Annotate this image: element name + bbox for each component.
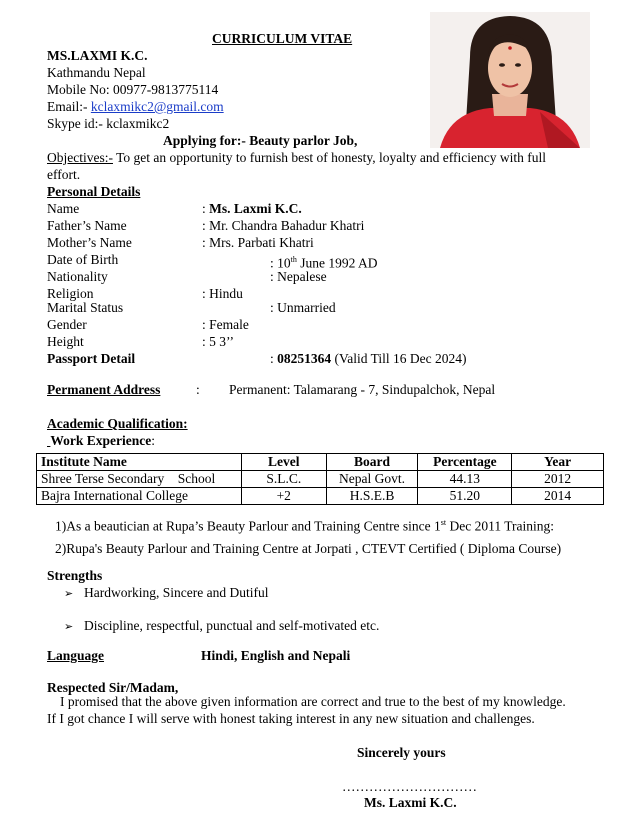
work-item-1-post: Dec 2011 Training: xyxy=(446,518,555,534)
dob-value-pre: : 10 xyxy=(270,255,291,271)
dob-label: Date of Birth xyxy=(47,252,119,267)
nationality-label: Nationality xyxy=(47,269,108,284)
objectives-text: To get an opportunity to furnish best of honesty, loyalty and efficiency with full xyxy=(112,150,546,165)
table-cell: H.S.E.B xyxy=(326,488,418,505)
religion-label: Religion xyxy=(47,286,94,301)
column-header: Institute Name xyxy=(37,454,242,471)
arrow-bullet-icon: ➢ xyxy=(64,587,74,600)
table-cell: Shree Terse Secondary School xyxy=(37,471,242,488)
strengths-heading: Strengths xyxy=(47,568,103,583)
email-label: Email:- xyxy=(47,99,91,114)
mother-name-label: Mother’s Name xyxy=(47,235,132,250)
academic-table xyxy=(36,453,604,505)
passport-validity: (Valid Till 16 Dec 2024) xyxy=(331,351,467,366)
permanent-address-colon: : xyxy=(196,382,200,397)
work-item-2: 2)Rupa's Beauty Parlour and Training Centre at Jorpati , CTEVT Certified ( Diploma Course) xyxy=(55,541,562,556)
work-item-1-pre: 1)As a beautician at Rupa’s Beauty Parlour and Training Centre since 1 xyxy=(55,518,441,534)
marital-status-label: Marital Status xyxy=(47,300,124,315)
skype-line: Skype id:- kclaxmikc2 xyxy=(47,116,170,131)
applicant-name: MS.LAXMI K.C. xyxy=(47,48,148,63)
work-experience-label: Work Experience xyxy=(50,433,152,448)
height-label: Height xyxy=(47,334,84,349)
table-cell: +2 xyxy=(241,488,326,505)
declaration-line-2: If I got chance I will serve with honest taking interest in any new situation and challenges. xyxy=(47,711,535,726)
email-line xyxy=(47,98,224,115)
table-row xyxy=(37,488,604,505)
table-cell: 44.13 xyxy=(418,471,512,488)
strength-item-text: Discipline, respectful, punctual and self-motivated etc. xyxy=(84,618,380,633)
name-label: Name xyxy=(47,201,80,216)
strength-item xyxy=(64,617,379,635)
profile-photo-illustration xyxy=(430,12,590,148)
permanent-address-label: Permanent Address xyxy=(47,382,161,397)
dob-value-post: June 1992 AD xyxy=(296,255,378,271)
marital-status-value: : Unmarried xyxy=(270,300,336,315)
permanent-address-value: Permanent: Talamarang - 7, Sindupalchok, Nepal xyxy=(229,382,496,397)
strength-item xyxy=(64,584,268,602)
arrow-bullet-icon: ➢ xyxy=(64,620,74,633)
language-label: Language xyxy=(47,648,105,663)
address-line: Kathmandu Nepal xyxy=(47,65,146,80)
work-item-1 xyxy=(55,514,554,535)
passport-value xyxy=(270,350,467,367)
passport-number: 08251364 xyxy=(277,351,332,366)
gender-label: Gender xyxy=(47,317,87,332)
email-link[interactable]: kclaxmikc2@gmail.com xyxy=(90,99,224,114)
profile-photo xyxy=(430,12,590,148)
name-value-text: Ms. Laxmi K.C. xyxy=(209,201,302,216)
table-cell: 51.20 xyxy=(418,488,512,505)
objectives-text-continued: effort. xyxy=(47,167,81,182)
strength-item-text: Hardworking, Sincere and Dutiful xyxy=(84,585,269,600)
dob-value-sup: th xyxy=(290,255,297,264)
signature-name: Ms. Laxmi K.C. xyxy=(364,795,457,810)
salutation: Respected Sir/Madam, xyxy=(47,680,179,695)
objectives-line xyxy=(47,149,546,166)
religion-value: : Hindu xyxy=(202,286,243,301)
height-value: : 5 3’’ xyxy=(202,334,234,349)
work-experience-colon: : xyxy=(151,433,156,448)
column-header: Percentage xyxy=(418,454,512,471)
declaration-line-1: I promised that the above given information are correct and true to the best of my knowledge. xyxy=(60,694,566,709)
table-header-row xyxy=(37,454,604,471)
signature-line: ………………………… xyxy=(342,779,477,794)
column-header: Year xyxy=(512,454,604,471)
column-header: Level xyxy=(241,454,326,471)
table-cell: 2014 xyxy=(512,488,604,505)
mother-name-value: : Mrs. Parbati Khatri xyxy=(202,235,314,250)
language-value: Hindi, English and Nepali xyxy=(201,648,351,663)
gender-value: : Female xyxy=(202,317,249,332)
personal-details-heading: Personal Details xyxy=(47,184,141,199)
mobile-line: Mobile No: 00977-9813775114 xyxy=(47,82,219,97)
father-name-value: : Mr. Chandra Bahadur Khatri xyxy=(202,218,365,233)
table-cell: Nepal Govt. xyxy=(326,471,418,488)
objectives-label: Objectives:- xyxy=(47,150,113,165)
name-value: : Ms. Laxmi K.C. xyxy=(202,201,302,216)
nationality-value: : Nepalese xyxy=(270,269,327,284)
passport-label: Passport Detail xyxy=(47,351,136,366)
table-cell: 2012 xyxy=(512,471,604,488)
table-cell: Bajra International College xyxy=(37,488,242,505)
academic-heading: Academic Qualification: xyxy=(47,416,188,431)
passport-colon: : xyxy=(270,351,278,366)
father-name-label: Father’s Name xyxy=(47,218,127,233)
sign-off: Sincerely yours xyxy=(357,745,446,760)
applying-for: Applying for:- Beauty parlor Job, xyxy=(163,133,358,148)
page-title: CURRICULUM VITAE xyxy=(212,31,353,46)
work-experience-heading xyxy=(47,432,155,449)
column-header: Board xyxy=(326,454,418,471)
work-item-1-sup: st xyxy=(440,518,447,527)
table-cell: S.L.C. xyxy=(241,471,326,488)
table-row xyxy=(37,471,604,488)
